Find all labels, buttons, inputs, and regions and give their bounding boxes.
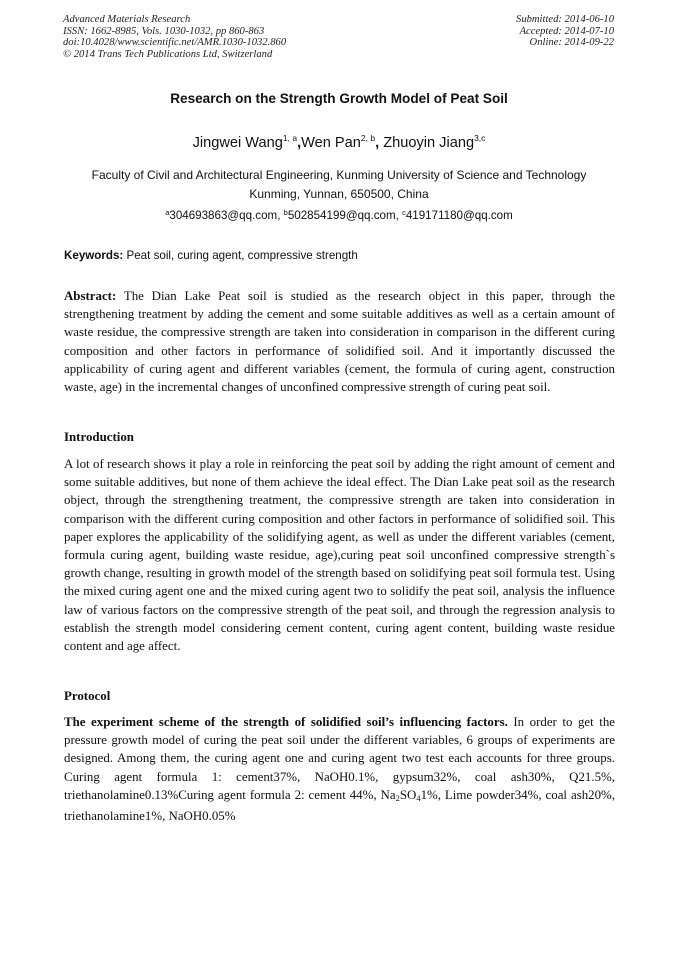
protocol-text: In order to get the pressure growth model of curing the peat soil under the different variables, 6 groups of experiments are designed. Among them, the curing agent one and curing agent two test each accounts for three groups. Curing agent formula 1: cement37%, NaOH0.1%, gypsum32%, coal ash30%, Q21.5%, triethanolamine0.13%Curing agent formula 2: cement 44%, Na [64,715,615,802]
copyright-line: © 2014 Trans Tech Publications Ltd, Switzerland [63,48,273,60]
author-name: Jingwei Wang [192,135,283,151]
email-mark: c [402,208,406,217]
keywords [64,249,616,262]
submitted-date: Submitted: 2014-06-10 [516,14,614,25]
author-separator: , [297,135,302,151]
author-emails [0,208,678,222]
protocol-text: SO [399,787,417,802]
email-mark: a [165,208,170,217]
protocol-lead-in: The experiment scheme of the strength of solidified soil’s influencing factors. [64,715,508,729]
affiliation-line: Faculty of Civil and Architectural Engineering, Kunming University of Science and Technology [91,168,587,182]
abstract-text: The Dian Lake Peat soil is studied as the research object in this paper, through the strengthening treatment by adding the cement and some suitable additives as well as a certain amount of waste residue, the compressive strength are taken into consideration in comparison in the different curing composition and other factors in performance of solidified soil. And it importantly discussed the applicability of curing agent and different variables (cement, the formula of curing agent, construction waste, age) in the incremental changes of unconfined compressive strength of curing peat soil. [64,289,615,395]
email-address: 304693863@qq.com, [169,209,284,222]
subscript: 4 [416,792,421,803]
keywords-label: Keywords: [64,249,124,262]
author-separator: , [375,135,380,151]
author-list [0,133,678,151]
author-name: Wen Pan [301,135,361,151]
introduction-heading: Introduction [64,430,134,444]
author-affiliation-mark: 3,c [474,133,486,143]
protocol-heading: Protocol [64,689,111,703]
protocol-text: 1%, Lime powder34%, coal ash20%, triethanolamine1%, NaOH0.05% [64,787,616,824]
affiliation [0,166,678,204]
abstract-label: Abstract: [64,289,117,303]
email-address: 502854199@qq.com, [287,209,403,222]
online-date: Online: 2014-09-22 [529,37,614,49]
accepted-date: Accepted: 2014-07-10 [519,25,614,37]
paper-title: Research on the Strength Growth Model of Peat Soil [170,91,508,106]
introduction-paragraph: A lot of research shows it play a role in reinforcing the peat soil by adding the right amount of cement and some suitable additives, but none of them achieve the ideal effect. The Dian Lake peat soil as the research object, through the strengthening treatment, the compressive strength are taken into consideration in comparison with the different curing composition and other factors in performance of solidified soil. This paper explores the applicability of the solidifying agent, as well as under the different variables (cement, formula curing agent, building waste residue, age),curing peat soil unconfined compressive strength`s growth change, resulting in growth model of the strength based on solidifying peat soil formula test. Using the mixed curing agent one and the mixed curing agent two to solidify the peat soil, analysis the influence law of various factors on the compressive strength of the peat soil, and through the regression analysis to establish the strength model considering cement content, curing agent content, building waste residue content and age affect. [64,457,615,654]
author-name: Zhuoyin Jiang [383,135,475,151]
subscript: 2 [395,792,400,803]
email-mark: b [283,208,288,217]
email-address: 419171180@qq.com [405,209,513,222]
issn-line: ISSN: 1662-8985, Vols. 1030-1032, pp 860-863 [63,25,265,37]
journal-header-right [516,14,614,49]
journal-header-left [63,14,286,60]
affiliation-line: Kunming, Yunnan, 650500, China [249,187,429,201]
journal-name: Advanced Materials Research [63,14,191,25]
protocol-paragraph [64,713,615,825]
keywords-text: Peat soil, curing agent, compressive strength [123,249,358,262]
abstract [64,287,615,396]
author-affiliation-mark: 2, b [360,133,376,143]
doi-line: doi:10.4028/www.scientific.net/AMR.1030-1032.860 [63,37,287,49]
author-affiliation-mark: 1, a [282,133,298,143]
